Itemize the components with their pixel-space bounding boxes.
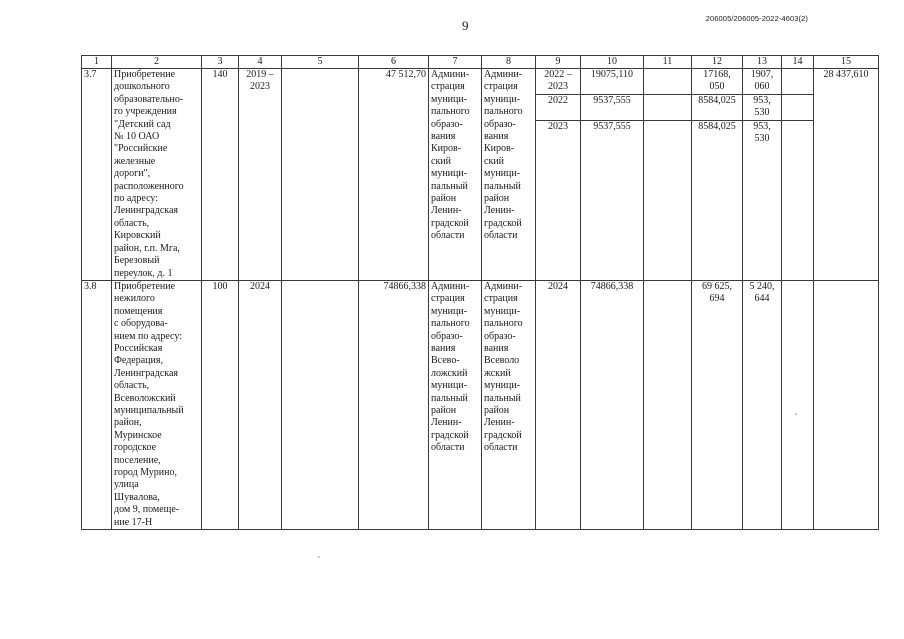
period: 2024 (239, 280, 282, 529)
column-header: 7 (429, 56, 482, 69)
customer: Админи- страция муници- пального образо- вания Всево- ложский муници- пальный район Ленин- градской области (429, 280, 482, 529)
column-header: 10 (581, 56, 644, 69)
developer: Админи- страция муници- пального образо- вания Всеволо жский муници- пальный район Ленин- градской области (482, 280, 536, 529)
local-amount: 1907, 060 (743, 69, 782, 95)
regional-amount: 8584,025 (692, 94, 743, 120)
developer: Админи- страция муници- пального образо- вания Киров- ский муници- пальный район Ленин- градской области (482, 69, 536, 281)
column-header: 12 (692, 56, 743, 69)
column-header: 2 (112, 56, 202, 69)
amount-cell (782, 94, 814, 120)
column-header: 6 (359, 56, 429, 69)
amount-cell (782, 120, 814, 280)
regional-amount: 17168, 050 (692, 69, 743, 95)
column-header: 1 (82, 56, 112, 69)
column-header: 11 (644, 56, 692, 69)
column-header: 3 (202, 56, 239, 69)
amount-cell (644, 120, 692, 280)
table-row (82, 69, 879, 95)
object-name: Приобретение дошкольного образовательно- го учреждения "Детский сад № 10 ОАО "Российские железные дороги", расположенного по адресу: Ленинградская область, Кировский район, г.п. Мга, Березовый переулок, д. 1 (112, 69, 202, 281)
year: 2024 (536, 280, 581, 529)
column-header: 9 (536, 56, 581, 69)
empty-cell (282, 280, 359, 529)
empty-cell (282, 69, 359, 281)
year: 2023 (536, 120, 581, 280)
program-table (81, 55, 879, 530)
total-amount: 74866,338 (581, 280, 644, 529)
column-number-row (82, 56, 879, 69)
row-number: 3.8 (82, 280, 112, 529)
row-number: 3.7 (82, 69, 112, 281)
column-header: 13 (743, 56, 782, 69)
capacity: 140 (202, 69, 239, 281)
total-amount: 9537,555 (581, 120, 644, 280)
scan-speck (795, 413, 797, 415)
amount-cell (644, 69, 692, 95)
total-amount: 19075,110 (581, 69, 644, 95)
column-header: 8 (482, 56, 536, 69)
capacity: 100 (202, 280, 239, 529)
balance (814, 280, 879, 529)
regional-amount: 69 625, 694 (692, 280, 743, 529)
object-name: Приобретение нежилого помещения с оборудова- нием по адресу: Российская Федерация, Ленинградская область, Всеволожский муниципальный район, Муринское городское поселение, город Мурино, улица Шувалова, дом 9, помеще- ние 17-Н (112, 280, 202, 529)
period: 2019 – 2023 (239, 69, 282, 281)
page-number: 9 (462, 18, 469, 33)
total-amount: 9537,555 (581, 94, 644, 120)
column-header: 4 (239, 56, 282, 69)
year: 2022 (536, 94, 581, 120)
amount-cell (644, 94, 692, 120)
column-header: 5 (282, 56, 359, 69)
scan-speck (318, 556, 320, 558)
local-amount: 5 240, 644 (743, 280, 782, 529)
amount-cell (782, 280, 814, 529)
local-amount: 953, 530 (743, 120, 782, 280)
amount-cell (782, 69, 814, 95)
column-header: 15 (814, 56, 879, 69)
balance: 28 437,610 (814, 69, 879, 281)
regional-amount: 8584,025 (692, 120, 743, 280)
year: 2022 – 2023 (536, 69, 581, 95)
local-amount: 953, 530 (743, 94, 782, 120)
table-row (82, 280, 879, 529)
column-header: 14 (782, 56, 814, 69)
customer: Админи- страция муници- пального образо- вания Киров- ский муници- пальный район Ленин- градской области (429, 69, 482, 281)
amount-cell (644, 280, 692, 529)
document-code: 206005/206005-2022-4603(2) (705, 14, 808, 23)
estimated-cost: 74866,338 (359, 280, 429, 529)
estimated-cost: 47 512,70 (359, 69, 429, 281)
